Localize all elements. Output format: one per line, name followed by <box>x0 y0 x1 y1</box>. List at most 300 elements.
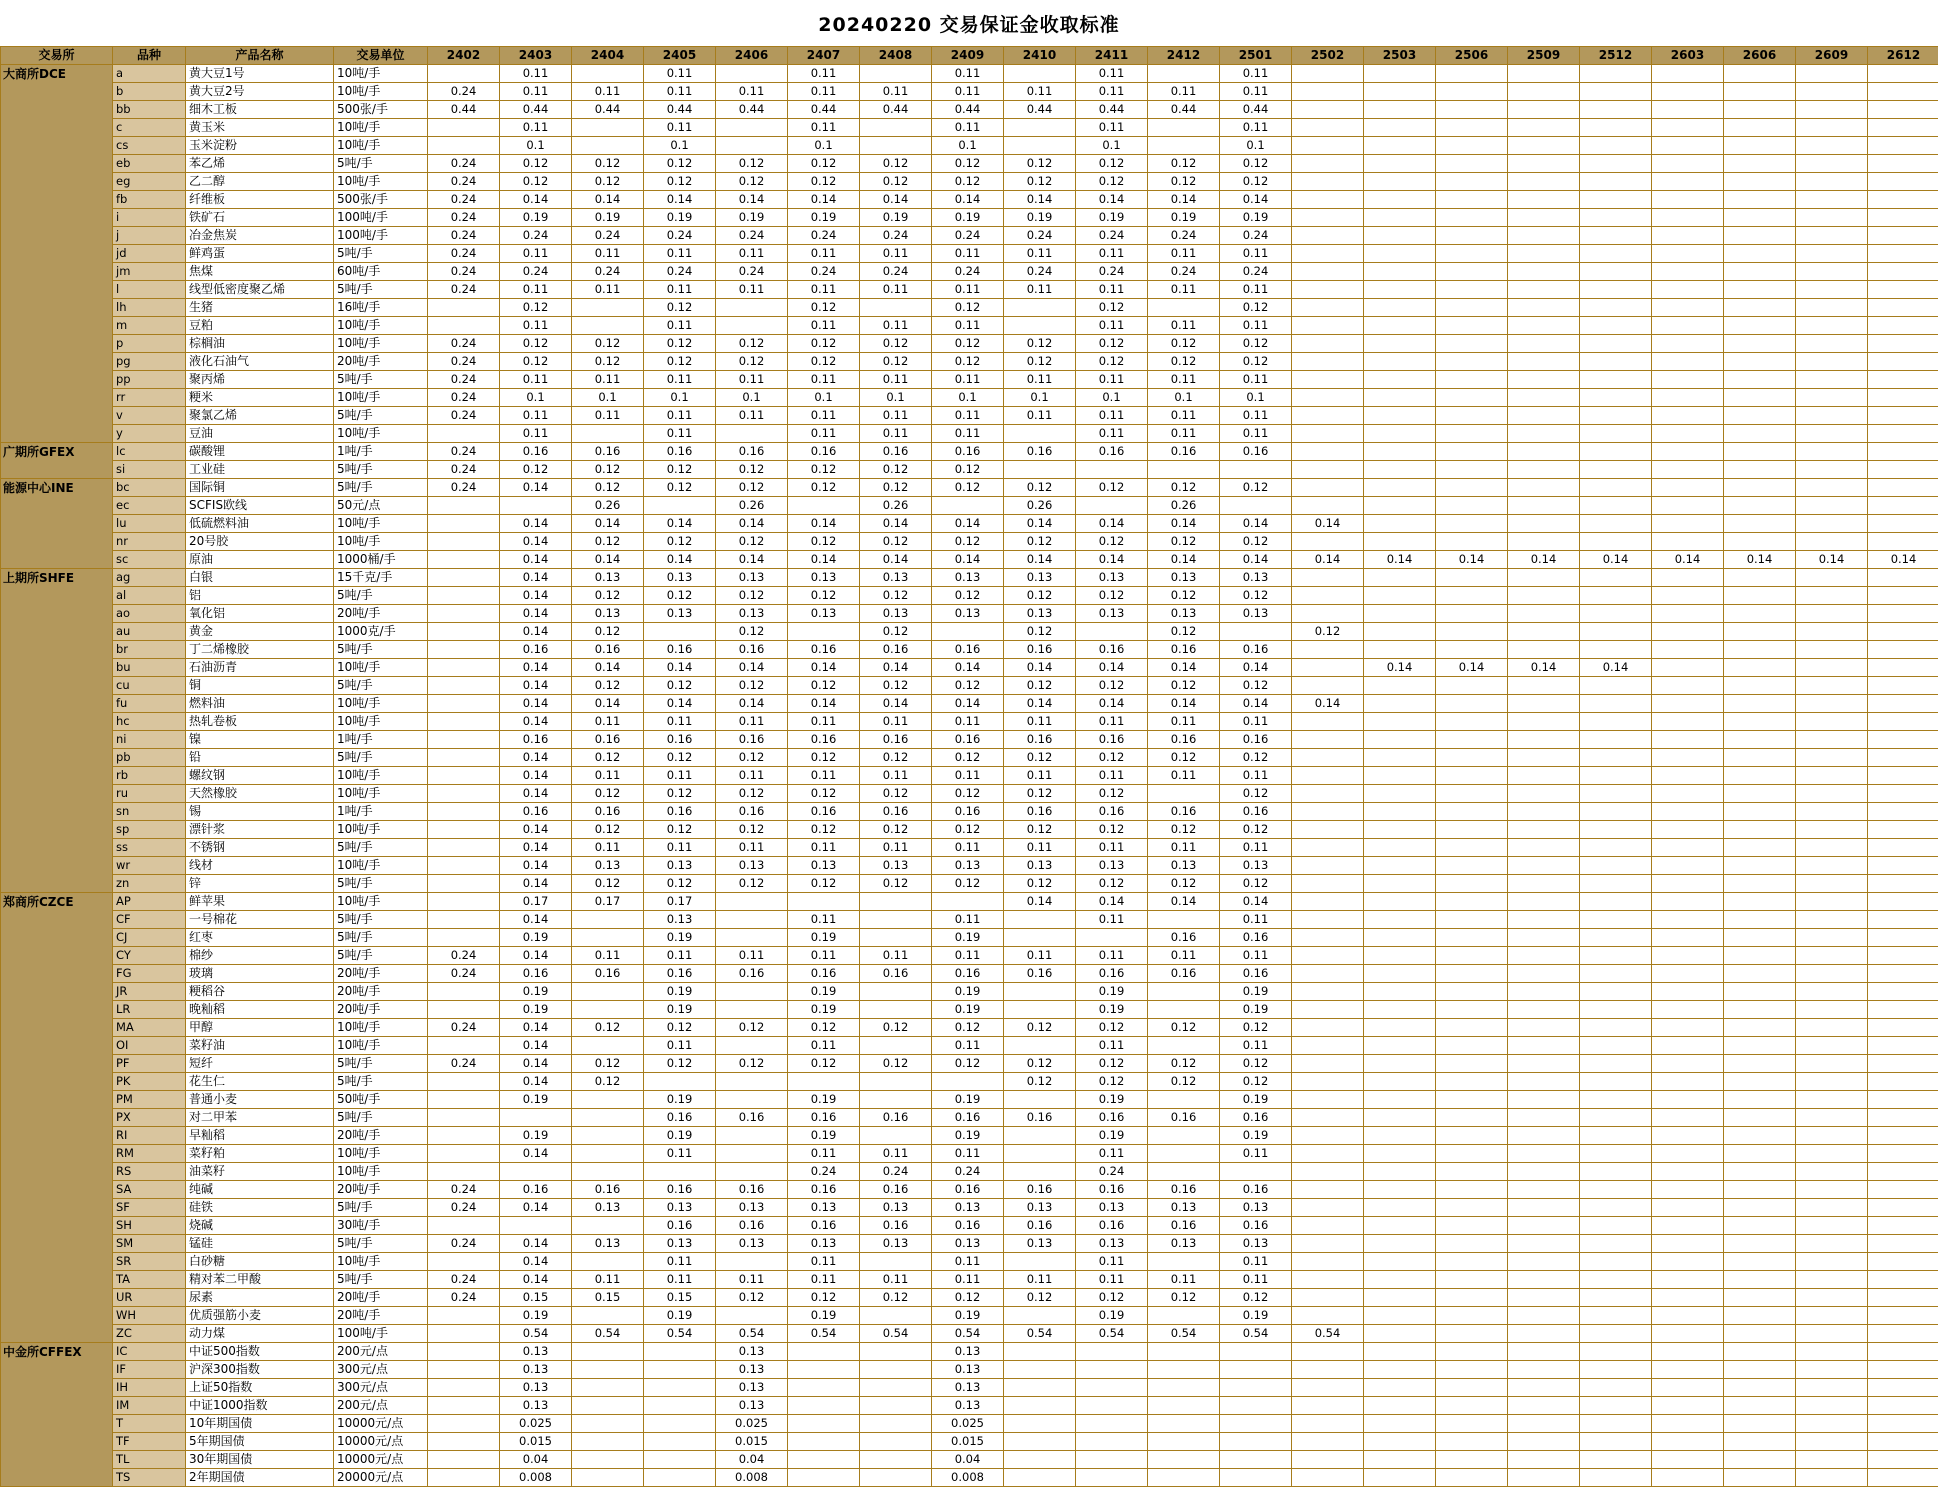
value-cell[interactable]: 0.19 <box>1220 1307 1292 1325</box>
value-cell[interactable]: 0.12 <box>932 1055 1004 1073</box>
value-cell[interactable] <box>1796 1307 1868 1325</box>
value-cell[interactable]: 0.12 <box>1076 155 1148 173</box>
value-cell[interactable]: 0.16 <box>716 641 788 659</box>
code-cell[interactable]: br <box>113 641 186 659</box>
value-cell[interactable] <box>1292 749 1364 767</box>
value-cell[interactable] <box>1292 155 1364 173</box>
value-cell[interactable] <box>1292 137 1364 155</box>
value-cell[interactable] <box>1220 1451 1292 1469</box>
value-cell[interactable]: 0.14 <box>500 713 572 731</box>
value-cell[interactable] <box>1724 1361 1796 1379</box>
value-cell[interactable] <box>1652 1001 1724 1019</box>
code-cell[interactable]: fb <box>113 191 186 209</box>
value-cell[interactable] <box>1868 659 1938 677</box>
value-cell[interactable]: 0.16 <box>1148 965 1220 983</box>
value-cell[interactable] <box>860 119 932 137</box>
value-cell[interactable] <box>1508 1469 1580 1487</box>
name-cell[interactable]: 苯乙烯 <box>186 155 334 173</box>
value-cell[interactable] <box>1508 317 1580 335</box>
value-cell[interactable]: 0.16 <box>500 1181 572 1199</box>
value-cell[interactable]: 0.14 <box>500 749 572 767</box>
value-cell[interactable] <box>1148 983 1220 1001</box>
value-cell[interactable]: 0.17 <box>644 893 716 911</box>
value-cell[interactable]: 0.11 <box>644 317 716 335</box>
value-cell[interactable]: 0.11 <box>1220 947 1292 965</box>
value-cell[interactable]: 0.16 <box>1004 1109 1076 1127</box>
value-cell[interactable]: 0.12 <box>1004 749 1076 767</box>
value-cell[interactable] <box>1796 209 1868 227</box>
value-cell[interactable]: 0.44 <box>1220 101 1292 119</box>
value-cell[interactable] <box>1652 407 1724 425</box>
value-cell[interactable]: 0.16 <box>788 1181 860 1199</box>
value-cell[interactable] <box>1652 605 1724 623</box>
value-cell[interactable]: 0.54 <box>932 1325 1004 1343</box>
value-cell[interactable]: 0.16 <box>1004 1181 1076 1199</box>
value-cell[interactable]: 0.24 <box>428 1235 500 1253</box>
value-cell[interactable]: 0.12 <box>1076 821 1148 839</box>
value-cell[interactable]: 0.19 <box>1220 1091 1292 1109</box>
value-cell[interactable] <box>1724 479 1796 497</box>
code-cell[interactable]: WH <box>113 1307 186 1325</box>
value-cell[interactable]: 0.14 <box>500 623 572 641</box>
code-cell[interactable]: IM <box>113 1397 186 1415</box>
value-cell[interactable]: 0.11 <box>500 245 572 263</box>
value-cell[interactable] <box>1508 101 1580 119</box>
value-cell[interactable]: 0.14 <box>1652 551 1724 569</box>
code-cell[interactable]: UR <box>113 1289 186 1307</box>
unit-cell[interactable]: 10吨/手 <box>334 659 428 677</box>
value-cell[interactable] <box>1364 1433 1436 1451</box>
value-cell[interactable]: 0.12 <box>572 821 644 839</box>
value-cell[interactable]: 0.13 <box>788 857 860 875</box>
value-cell[interactable] <box>1292 1235 1364 1253</box>
value-cell[interactable]: 0.11 <box>1220 1037 1292 1055</box>
value-cell[interactable] <box>1796 101 1868 119</box>
value-cell[interactable]: 0.24 <box>932 1163 1004 1181</box>
value-cell[interactable] <box>1436 335 1508 353</box>
value-cell[interactable] <box>1580 1019 1652 1037</box>
value-cell[interactable] <box>1148 1307 1220 1325</box>
value-cell[interactable] <box>1004 1415 1076 1433</box>
value-cell[interactable] <box>788 1073 860 1091</box>
value-cell[interactable]: 0.11 <box>932 425 1004 443</box>
value-cell[interactable]: 0.12 <box>1004 623 1076 641</box>
name-cell[interactable]: 豆油 <box>186 425 334 443</box>
value-cell[interactable] <box>1292 857 1364 875</box>
value-cell[interactable] <box>1796 479 1868 497</box>
value-cell[interactable]: 0.11 <box>788 371 860 389</box>
value-cell[interactable]: 0.12 <box>572 875 644 893</box>
value-cell[interactable] <box>1580 1199 1652 1217</box>
value-cell[interactable] <box>1580 713 1652 731</box>
value-cell[interactable] <box>1868 1271 1938 1289</box>
value-cell[interactable] <box>1292 101 1364 119</box>
value-cell[interactable] <box>428 677 500 695</box>
value-cell[interactable]: 0.12 <box>788 299 860 317</box>
unit-cell[interactable]: 20吨/手 <box>334 1127 428 1145</box>
value-cell[interactable] <box>1292 1397 1364 1415</box>
value-cell[interactable] <box>1436 1343 1508 1361</box>
value-cell[interactable]: 0.14 <box>1796 551 1868 569</box>
value-cell[interactable] <box>1364 371 1436 389</box>
value-cell[interactable] <box>1724 299 1796 317</box>
value-cell[interactable] <box>1868 101 1938 119</box>
value-cell[interactable] <box>860 1073 932 1091</box>
value-cell[interactable] <box>1436 1289 1508 1307</box>
value-cell[interactable]: 0.11 <box>932 767 1004 785</box>
value-cell[interactable]: 0.26 <box>1148 497 1220 515</box>
value-cell[interactable] <box>1004 65 1076 83</box>
unit-cell[interactable]: 10吨/手 <box>334 335 428 353</box>
code-cell[interactable]: FG <box>113 965 186 983</box>
value-cell[interactable]: 0.16 <box>1220 929 1292 947</box>
value-cell[interactable] <box>716 1073 788 1091</box>
value-cell[interactable]: 0.14 <box>1004 191 1076 209</box>
value-cell[interactable]: 0.12 <box>1076 587 1148 605</box>
value-cell[interactable]: 0.12 <box>932 335 1004 353</box>
value-cell[interactable]: 0.12 <box>716 587 788 605</box>
value-cell[interactable] <box>1724 875 1796 893</box>
value-cell[interactable]: 0.19 <box>1220 1127 1292 1145</box>
value-cell[interactable]: 0.13 <box>644 857 716 875</box>
value-cell[interactable]: 0.12 <box>788 353 860 371</box>
value-cell[interactable] <box>1868 1037 1938 1055</box>
value-cell[interactable]: 0.16 <box>716 443 788 461</box>
value-cell[interactable] <box>1580 263 1652 281</box>
value-cell[interactable] <box>1004 1163 1076 1181</box>
value-cell[interactable]: 0.12 <box>788 1289 860 1307</box>
value-cell[interactable] <box>1364 569 1436 587</box>
value-cell[interactable]: 0.11 <box>1076 713 1148 731</box>
value-cell[interactable]: 0.24 <box>860 227 932 245</box>
value-cell[interactable] <box>1292 911 1364 929</box>
value-cell[interactable] <box>1868 479 1938 497</box>
value-cell[interactable]: 0.015 <box>500 1433 572 1451</box>
value-cell[interactable] <box>1004 461 1076 479</box>
value-cell[interactable]: 0.13 <box>860 569 932 587</box>
value-cell[interactable] <box>1580 731 1652 749</box>
value-cell[interactable]: 0.13 <box>932 1397 1004 1415</box>
value-cell[interactable] <box>1508 1145 1580 1163</box>
value-cell[interactable] <box>1580 677 1652 695</box>
value-cell[interactable] <box>860 1037 932 1055</box>
value-cell[interactable]: 0.19 <box>716 209 788 227</box>
value-cell[interactable]: 0.12 <box>860 749 932 767</box>
value-cell[interactable] <box>1724 1379 1796 1397</box>
value-cell[interactable]: 0.1 <box>644 389 716 407</box>
value-cell[interactable] <box>1508 623 1580 641</box>
value-cell[interactable]: 0.16 <box>1148 731 1220 749</box>
value-cell[interactable] <box>572 929 644 947</box>
value-cell[interactable] <box>1364 857 1436 875</box>
value-cell[interactable] <box>1220 1163 1292 1181</box>
unit-cell[interactable]: 5吨/手 <box>334 371 428 389</box>
value-cell[interactable] <box>1796 263 1868 281</box>
value-cell[interactable]: 0.16 <box>500 641 572 659</box>
value-cell[interactable] <box>1364 1199 1436 1217</box>
value-cell[interactable]: 0.11 <box>1148 281 1220 299</box>
value-cell[interactable] <box>1868 1361 1938 1379</box>
value-cell[interactable] <box>1292 1199 1364 1217</box>
value-cell[interactable]: 0.11 <box>788 245 860 263</box>
value-cell[interactable] <box>1724 695 1796 713</box>
value-cell[interactable] <box>1148 1253 1220 1271</box>
value-cell[interactable]: 0.13 <box>932 1361 1004 1379</box>
value-cell[interactable]: 0.54 <box>1004 1325 1076 1343</box>
value-cell[interactable]: 0.12 <box>932 749 1004 767</box>
value-cell[interactable]: 0.24 <box>428 1289 500 1307</box>
value-cell[interactable]: 0.14 <box>500 191 572 209</box>
value-cell[interactable]: 0.11 <box>932 1253 1004 1271</box>
value-cell[interactable] <box>1580 1181 1652 1199</box>
value-cell[interactable]: 0.14 <box>716 695 788 713</box>
value-cell[interactable]: 0.11 <box>644 713 716 731</box>
value-cell[interactable]: 0.12 <box>1220 479 1292 497</box>
value-cell[interactable]: 0.12 <box>1220 1019 1292 1037</box>
code-cell[interactable]: cu <box>113 677 186 695</box>
value-cell[interactable]: 0.19 <box>932 1307 1004 1325</box>
value-cell[interactable] <box>1724 1199 1796 1217</box>
value-cell[interactable] <box>1148 1145 1220 1163</box>
value-cell[interactable]: 0.24 <box>788 227 860 245</box>
name-cell[interactable]: 黄大豆2号 <box>186 83 334 101</box>
value-cell[interactable] <box>1508 1379 1580 1397</box>
unit-cell[interactable]: 5吨/手 <box>334 1271 428 1289</box>
value-cell[interactable] <box>1724 1145 1796 1163</box>
value-cell[interactable] <box>500 1109 572 1127</box>
value-cell[interactable] <box>572 911 644 929</box>
value-cell[interactable] <box>1580 767 1652 785</box>
exchange-cell[interactable]: 中金所CFFEX <box>1 1343 113 1487</box>
value-cell[interactable] <box>1580 623 1652 641</box>
value-cell[interactable]: 0.16 <box>644 1217 716 1235</box>
value-cell[interactable]: 0.16 <box>1220 1181 1292 1199</box>
value-cell[interactable]: 0.12 <box>1076 785 1148 803</box>
value-cell[interactable] <box>428 515 500 533</box>
value-cell[interactable]: 0.16 <box>572 443 644 461</box>
unit-cell[interactable]: 5吨/手 <box>334 1055 428 1073</box>
value-cell[interactable]: 0.14 <box>500 1037 572 1055</box>
unit-cell[interactable]: 1000桶/手 <box>334 551 428 569</box>
value-cell[interactable]: 0.13 <box>860 605 932 623</box>
value-cell[interactable] <box>1580 209 1652 227</box>
value-cell[interactable] <box>1796 821 1868 839</box>
value-cell[interactable] <box>1796 1469 1868 1487</box>
value-cell[interactable]: 0.14 <box>1292 515 1364 533</box>
value-cell[interactable] <box>1436 227 1508 245</box>
value-cell[interactable] <box>428 803 500 821</box>
value-cell[interactable] <box>1364 353 1436 371</box>
value-cell[interactable] <box>428 929 500 947</box>
value-cell[interactable]: 0.015 <box>932 1433 1004 1451</box>
value-cell[interactable]: 0.11 <box>1220 245 1292 263</box>
value-cell[interactable] <box>1796 731 1868 749</box>
value-cell[interactable]: 0.13 <box>716 1199 788 1217</box>
value-cell[interactable] <box>1652 1307 1724 1325</box>
value-cell[interactable]: 0.12 <box>788 677 860 695</box>
value-cell[interactable] <box>1724 1109 1796 1127</box>
value-cell[interactable]: 0.13 <box>1076 605 1148 623</box>
value-cell[interactable]: 0.11 <box>1148 425 1220 443</box>
unit-cell[interactable]: 5吨/手 <box>334 1199 428 1217</box>
value-cell[interactable]: 0.17 <box>500 893 572 911</box>
value-cell[interactable] <box>716 119 788 137</box>
value-cell[interactable]: 0.24 <box>1148 227 1220 245</box>
value-cell[interactable] <box>1868 569 1938 587</box>
value-cell[interactable]: 0.24 <box>716 227 788 245</box>
value-cell[interactable]: 0.11 <box>644 65 716 83</box>
value-cell[interactable]: 0.19 <box>500 1001 572 1019</box>
value-cell[interactable] <box>1724 137 1796 155</box>
value-cell[interactable] <box>1580 857 1652 875</box>
exchange-column-header[interactable]: 交易所 <box>1 47 113 65</box>
value-cell[interactable] <box>1652 119 1724 137</box>
value-cell[interactable]: 0.12 <box>1004 479 1076 497</box>
value-cell[interactable] <box>1652 893 1724 911</box>
value-cell[interactable] <box>1292 1163 1364 1181</box>
value-cell[interactable] <box>1796 1163 1868 1181</box>
name-cell[interactable]: 中证1000指数 <box>186 1397 334 1415</box>
value-cell[interactable]: 0.54 <box>500 1325 572 1343</box>
value-cell[interactable] <box>1868 767 1938 785</box>
value-cell[interactable] <box>1364 83 1436 101</box>
name-cell[interactable]: 生猪 <box>186 299 334 317</box>
value-cell[interactable]: 0.24 <box>428 407 500 425</box>
value-cell[interactable] <box>1364 1253 1436 1271</box>
value-cell[interactable] <box>644 497 716 515</box>
unit-cell[interactable]: 5吨/手 <box>334 245 428 263</box>
value-cell[interactable] <box>1508 1217 1580 1235</box>
value-cell[interactable] <box>860 1433 932 1451</box>
value-cell[interactable] <box>1724 839 1796 857</box>
value-cell[interactable]: 0.12 <box>788 461 860 479</box>
value-cell[interactable] <box>1292 1037 1364 1055</box>
value-cell[interactable] <box>1796 1181 1868 1199</box>
value-cell[interactable]: 0.16 <box>1076 731 1148 749</box>
value-cell[interactable]: 0.12 <box>860 461 932 479</box>
name-cell[interactable]: 早籼稻 <box>186 1127 334 1145</box>
value-cell[interactable] <box>572 1037 644 1055</box>
value-cell[interactable] <box>1580 821 1652 839</box>
value-cell[interactable]: 0.12 <box>932 821 1004 839</box>
code-cell[interactable]: sn <box>113 803 186 821</box>
value-cell[interactable]: 0.14 <box>1364 551 1436 569</box>
value-cell[interactable]: 0.13 <box>932 857 1004 875</box>
value-cell[interactable]: 0.13 <box>1148 605 1220 623</box>
value-cell[interactable]: 0.16 <box>644 443 716 461</box>
month-column-header[interactable]: 2501 <box>1220 47 1292 65</box>
name-cell[interactable]: 烧碱 <box>186 1217 334 1235</box>
value-cell[interactable]: 0.16 <box>932 641 1004 659</box>
value-cell[interactable] <box>1868 1127 1938 1145</box>
value-cell[interactable] <box>1868 1289 1938 1307</box>
value-cell[interactable]: 0.12 <box>860 479 932 497</box>
value-cell[interactable] <box>1796 1217 1868 1235</box>
value-cell[interactable] <box>1724 785 1796 803</box>
value-cell[interactable] <box>1796 1001 1868 1019</box>
value-cell[interactable]: 0.14 <box>932 659 1004 677</box>
value-cell[interactable] <box>1508 785 1580 803</box>
value-cell[interactable] <box>1868 947 1938 965</box>
value-cell[interactable] <box>1436 425 1508 443</box>
value-cell[interactable] <box>1580 65 1652 83</box>
value-cell[interactable] <box>1796 461 1868 479</box>
value-cell[interactable] <box>1076 1343 1148 1361</box>
value-cell[interactable] <box>428 119 500 137</box>
value-cell[interactable]: 0.12 <box>1076 1055 1148 1073</box>
value-cell[interactable]: 0.13 <box>716 605 788 623</box>
value-cell[interactable]: 0.12 <box>1148 875 1220 893</box>
value-cell[interactable]: 0.11 <box>572 371 644 389</box>
value-cell[interactable] <box>1364 695 1436 713</box>
value-cell[interactable]: 0.11 <box>1076 281 1148 299</box>
value-cell[interactable]: 0.14 <box>1148 695 1220 713</box>
value-cell[interactable]: 0.12 <box>1076 875 1148 893</box>
unit-cell[interactable]: 300元/点 <box>334 1379 428 1397</box>
value-cell[interactable]: 0.14 <box>1364 659 1436 677</box>
value-cell[interactable] <box>1796 569 1868 587</box>
value-cell[interactable]: 0.13 <box>644 569 716 587</box>
value-cell[interactable] <box>716 1163 788 1181</box>
unit-cell[interactable]: 10吨/手 <box>334 785 428 803</box>
month-column-header[interactable]: 2409 <box>932 47 1004 65</box>
value-cell[interactable] <box>1724 65 1796 83</box>
value-cell[interactable] <box>1292 1433 1364 1451</box>
value-cell[interactable] <box>1148 1001 1220 1019</box>
value-cell[interactable] <box>1508 569 1580 587</box>
value-cell[interactable] <box>1868 1379 1938 1397</box>
value-cell[interactable]: 0.11 <box>500 317 572 335</box>
value-cell[interactable] <box>1580 695 1652 713</box>
value-cell[interactable] <box>1724 461 1796 479</box>
value-cell[interactable] <box>1868 1325 1938 1343</box>
value-cell[interactable] <box>1796 137 1868 155</box>
value-cell[interactable] <box>1148 1361 1220 1379</box>
value-cell[interactable] <box>1868 263 1938 281</box>
unit-cell[interactable]: 10000元/点 <box>334 1433 428 1451</box>
value-cell[interactable] <box>1724 857 1796 875</box>
value-cell[interactable] <box>1292 1289 1364 1307</box>
value-cell[interactable]: 0.16 <box>788 1109 860 1127</box>
code-cell[interactable]: c <box>113 119 186 137</box>
value-cell[interactable]: 0.04 <box>716 1451 788 1469</box>
value-cell[interactable]: 0.1 <box>1004 389 1076 407</box>
value-cell[interactable]: 0.12 <box>1220 1055 1292 1073</box>
value-cell[interactable]: 0.11 <box>788 839 860 857</box>
value-cell[interactable]: 0.12 <box>572 1073 644 1091</box>
value-cell[interactable] <box>1436 947 1508 965</box>
value-cell[interactable]: 0.11 <box>788 1037 860 1055</box>
unit-cell[interactable]: 1吨/手 <box>334 731 428 749</box>
value-cell[interactable]: 0.14 <box>1076 551 1148 569</box>
value-cell[interactable] <box>428 605 500 623</box>
value-cell[interactable]: 0.13 <box>1004 1235 1076 1253</box>
value-cell[interactable] <box>1868 83 1938 101</box>
value-cell[interactable]: 0.008 <box>500 1469 572 1487</box>
value-cell[interactable] <box>1364 947 1436 965</box>
value-cell[interactable] <box>716 983 788 1001</box>
value-cell[interactable] <box>1148 1469 1220 1487</box>
value-cell[interactable]: 0.14 <box>572 695 644 713</box>
value-cell[interactable] <box>932 623 1004 641</box>
value-cell[interactable] <box>1508 227 1580 245</box>
value-cell[interactable]: 0.12 <box>860 587 932 605</box>
value-cell[interactable] <box>860 1415 932 1433</box>
value-cell[interactable]: 0.13 <box>500 1361 572 1379</box>
value-cell[interactable] <box>1796 911 1868 929</box>
value-cell[interactable] <box>1652 1253 1724 1271</box>
value-cell[interactable] <box>1580 1397 1652 1415</box>
